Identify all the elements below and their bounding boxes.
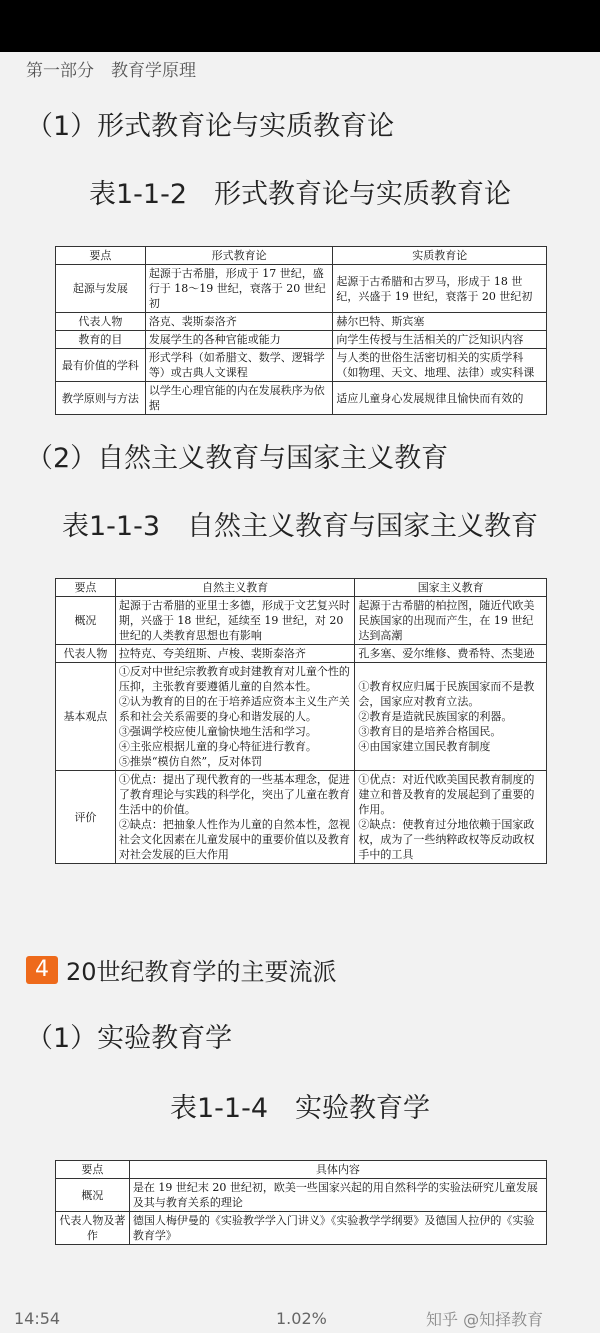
cell: 德国人梅伊曼的《实验教学学入门讲义》《实验教学学纲要》及德国人拉伊的《实验教育学》 — [129, 1212, 546, 1245]
col-header: 要点 — [56, 247, 146, 265]
col-header: 形式教育论 — [145, 247, 333, 265]
table-row — [56, 349, 547, 382]
clock-time: 14:54 — [14, 1309, 61, 1328]
cell: 赫尔巴特、斯宾塞 — [333, 313, 547, 331]
table-header-row — [56, 579, 547, 597]
section-heading-1: （1）形式教育论与实质教育论 — [26, 111, 395, 142]
table-header-row — [56, 247, 547, 265]
table-row — [56, 331, 547, 349]
cell: 起源于古希腊的柏拉图，随近代欧美民族国家的出现而产生，在 19 世纪达到高潮 — [355, 597, 547, 645]
row-key: 教育的目 — [56, 331, 146, 349]
cell: 适应儿童身心发展规律且愉快而有效的 — [333, 382, 547, 415]
table-row — [56, 597, 547, 645]
row-key: 基本观点 — [56, 663, 116, 771]
cell: ①优点：对近代欧美国民教育制度的建立和普及教育的发展起到了重要的作用。 ②缺点：使教育过分地依赖于国家政权，成为了一些纳粹政权等反动政权手中的工具 — [355, 771, 547, 864]
cell: 起源于古希腊和古罗马，形成于 18 世纪，兴盛于 19 世纪，衰落于 20 世纪初 — [333, 265, 547, 313]
cell: 与人类的世俗生活密切相关的实质学科（如物理、天文、地理、法律）或实科课 — [333, 349, 547, 382]
table-row — [56, 1212, 547, 1245]
col-header: 要点 — [56, 579, 116, 597]
section-heading-2: （2）自然主义教育与国家主义教育 — [26, 443, 449, 474]
row-key: 概况 — [56, 1179, 130, 1212]
row-key: 代表人物 — [56, 313, 146, 331]
cell: 发展学生的各种官能或能力 — [145, 331, 333, 349]
table-caption-3: 表1-1-4 实验教育学 — [169, 1093, 431, 1124]
table-row — [56, 382, 547, 415]
section-heading-3: （1）实验教育学 — [26, 1023, 233, 1054]
table-row — [56, 663, 547, 771]
row-key: 评价 — [56, 771, 116, 864]
row-key: 概况 — [56, 597, 116, 645]
table-row — [56, 771, 547, 864]
top-bar — [0, 0, 600, 52]
cell: 以学生心理官能的内在发展秩序为依据 — [145, 382, 333, 415]
table-row — [56, 1179, 547, 1212]
table-caption-2: 表1-1-3 自然主义教育与国家主义教育 — [61, 511, 539, 542]
cell: 是在 19 世纪末 20 世纪初，欧美一些国家兴起的用自然科学的实验法研究儿童发展及其与教育关系的理论 — [129, 1179, 546, 1212]
cell: ①反对中世纪宗教教育或封建教育对儿童个性的压抑，主张教育要遵循儿童的自然本性。 ②认为教育的目的在于培养适应资本主义生产关系和社会关系需要的身心和谐发展的人。 ③强调学校应使儿童愉快地生活和学习。 ④主张应根据儿童的身心特征进行教育。 ⑤推崇“模仿自然”，反对体罚 — [115, 663, 354, 771]
cell: 形式学科（如希腊文、数学、逻辑学等）或古典人文课程 — [145, 349, 333, 382]
cell: 拉特克、夸美纽斯、卢梭、裴斯泰洛齐 — [115, 645, 354, 663]
col-header: 实质教育论 — [333, 247, 547, 265]
cell: ①教育权应归属于民族国家而不是教会，国家应对教育立法。 ②教育是造就民族国家的利器。 ③教育目的是培养合格国民。 ④由国家建立国民教育制度 — [355, 663, 547, 771]
cell: ①优点：提出了现代教育的一些基本理念，促进了教育理论与实践的科学化，突出了儿童在教育生活中的价值。 ②缺点：把抽象人性作为儿童的自然本性，忽视社会文化因素在儿童发展中的重要价值以及教育对社会发展的巨大作用 — [115, 771, 354, 864]
section-number-badge: 4 — [26, 956, 58, 984]
watermark: 知乎 @知择教育 — [426, 1310, 544, 1329]
table-caption-1: 表1-1-2 形式教育论与实质教育论 — [88, 179, 512, 210]
table-formal-substantive — [55, 246, 547, 415]
table-row — [56, 313, 547, 331]
col-header: 要点 — [56, 1161, 130, 1179]
reading-progress: 1.02% — [276, 1309, 327, 1328]
cell: 起源于古希腊的亚里士多德，形成于文艺复兴时期，兴盛于 18 世纪，延续至 19 世纪，对 20 世纪的人类教育思想也有影响 — [115, 597, 354, 645]
table-naturalism-nationalism — [55, 578, 547, 864]
table-row — [56, 645, 547, 663]
cell: 孔多塞、爱尔维修、费希特、杰斐逊 — [355, 645, 547, 663]
table-row — [56, 265, 547, 313]
cell: 洛克、裴斯泰洛齐 — [145, 313, 333, 331]
table-experimental-pedagogy — [55, 1160, 547, 1245]
cell: 向学生传授与生活相关的广泛知识内容 — [333, 331, 547, 349]
table-header-row — [56, 1161, 547, 1179]
col-header: 自然主义教育 — [115, 579, 354, 597]
row-key: 代表人物 — [56, 645, 116, 663]
cell: 起源于古希腊，形成于 17 世纪，盛行于 18～19 世纪，衰落于 20 世纪初 — [145, 265, 333, 313]
row-key: 代表人物及著作 — [56, 1212, 130, 1245]
part-header: 第一部分 教育学原理 — [26, 61, 196, 81]
col-header: 具体内容 — [129, 1161, 546, 1179]
section-title: 20世纪教育学的主要流派 — [66, 958, 337, 986]
col-header: 国家主义教育 — [355, 579, 547, 597]
row-key: 教学原则与方法 — [56, 382, 146, 415]
row-key: 最有价值的学科 — [56, 349, 146, 382]
row-key: 起源与发展 — [56, 265, 146, 313]
